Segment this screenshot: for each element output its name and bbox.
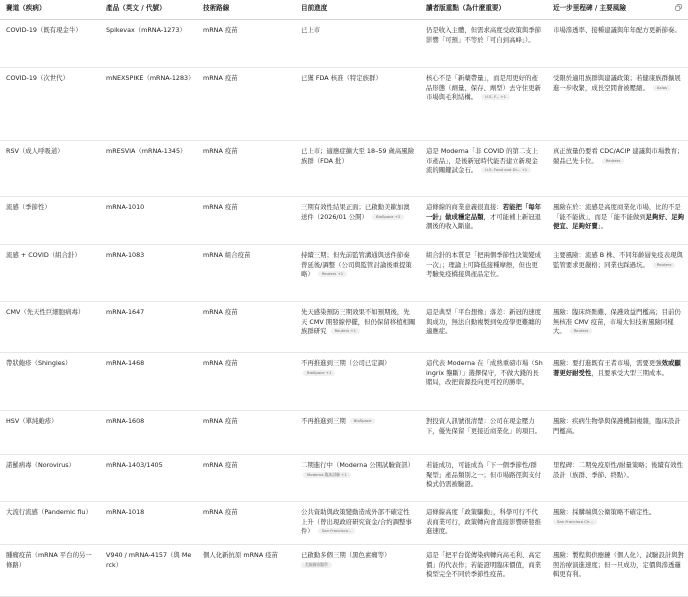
cell-product: V940 / mRNA-4157（與 Merck） [100,545,197,597]
source-chip[interactable]: Reuters [570,328,593,334]
cell-tech: mRNA 疫苗 [197,141,295,197]
source-chip[interactable]: Reuters [653,262,676,268]
table-row [0,545,688,597]
cell-product: mRNA-1083 [100,245,197,302]
cell-why: 這是典型「平台想像」落差：新冠的速度與成功，無法自動複製到免疫學更難纏的適應症。 [420,302,547,353]
table-row [0,197,688,245]
table-row [0,502,688,545]
cell-disease: COVID-19（既有現金牛） [0,20,100,68]
cell-disease: CMV（先天性巨細胞病毒） [0,302,100,353]
cell-progress: 已上市 [295,20,420,68]
source-chip[interactable]: Reuters [602,158,625,164]
cell-risk: 風險在於：流感是高度商業化市場，比的不是「能不能做」，而是「能不能做到足夠好、足夠便宜、足夠好賣」。 [547,197,688,245]
cell-risk: 里程碑：二期免疫原性/耐量策略；後續有效性設計（族群、季節、終點）。 [547,455,688,502]
source-chip[interactable]: 美國國家醫學 [301,562,332,568]
source-chip[interactable]: BioSpace [350,418,376,424]
table-row [0,411,688,455]
source-chip[interactable]: BioSpace +1 [303,370,335,376]
cell-product: mRNA-1010 [100,197,197,245]
cell-why: 對投資人訊號很清楚：公司在現金壓力下，優先保留「更接近商業化」的項目。 [420,411,547,455]
cell-why: 組合針的本質是「把兩個季節性決策變成一次」；理論上可降低接種摩擦，但也更考驗免疫橋接與產品定位。 [420,245,547,302]
cell-risk: 市場滲透率、接種建議與年年配方更新節奏。 [547,20,688,68]
header-technology: 技術路線 [197,0,295,20]
table-header-row [0,0,688,20]
cell-disease: RSV（成人呼吸道） [0,141,100,197]
cell-risk: 風險：製程與供應鏈（個人化）、試驗設計與對照治療演進速度；但一旦成功，定價與滲透邏輯更有利。 [547,545,688,597]
cell-disease: 腫瘤疫苗（mRNA 平台的另一條路） [0,545,100,597]
cell-disease: 流感 + COVID（組合針） [0,245,100,302]
cell-why: 這條線的商業意義很直接：若能把「每年一針」做成穩定品類，才可能補上新冠退潮後的收入斷崖。 [420,197,547,245]
cell-product: mRNA-1403/1405 [100,455,197,502]
table-row [0,455,688,502]
source-chip[interactable]: BioSpace +2 [372,214,404,220]
cell-tech: mRNA 組合疫苗 [197,245,295,302]
cell-tech: mRNA 疫苗 [197,411,295,455]
source-chip[interactable]: Reuters +1 [318,271,347,277]
cell-tech: mRNA 疫苗 [197,197,295,245]
cell-tech: mRNA 疫苗 [197,20,295,68]
cell-progress: 三期有效性結果正面；已啟動美歐加澳送件（2026/01 公開） BioSpace +2 [295,197,420,245]
cell-risk: 受限於適用族群與建議政策；若健康族群擴展進一步收緊，成長空間會被壓縮。 Axios [547,68,688,141]
cell-why: 這是「把平台從傳染病轉向高毛利、高定價」的代表作；若能證明臨床價值，商業模型完全不同於季節性疫苗。 [420,545,547,597]
table-row [0,141,688,197]
cell-risk: 風險：臨床終點難、保護效益門檻高；目前仍無核准 CMV 疫苗，市場大但技術風險同樣大。 Reuters [547,302,688,353]
cell-progress: 不再推進到三期（公司已定調） BioSpace +1 [295,353,420,411]
cell-tech: mRNA 疫苗 [197,502,295,545]
cell-disease: HSV（單純皰疹） [0,411,100,455]
cell-product: Spikevax（mRNA-1273） [100,20,197,68]
cell-why: 這代表 Moderna 在「成熟重磅市場（Shingrix 壟斷）」選擇保守，不做大錢的長賭局，改把資源投向更可控的勝率。 [420,353,547,411]
cell-product: mRESVIA（mRNA-1345） [100,141,197,197]
cell-product: mNEXSPIKE（mRNA-1283） [100,68,197,141]
cell-product: mRNA-1647 [100,302,197,353]
header-product: 產品（英文 / 代號） [100,0,197,20]
table-row [0,68,688,141]
cell-why: 核心不是「新藥帶量」，而是用更好的產品形態（劑量、保存、劑型）去守住更新市場與毛利結構。 U.S. F... +1 [420,68,547,141]
cell-risk: 主要風險：流感 B 株、不同年齡層免疫表現與監管要求更嚴格；同業也踩過坑。 Reuters [547,245,688,302]
cell-disease: COVID-19（次世代） [0,68,100,141]
cell-why: 這是 Moderna「非 COVID 的第二支上市產品」，是後新冠時代能否建立新現金流的關鍵試金石。 U.S. Food and Dr... +1 [420,141,547,197]
cell-why: 仍是收入主體，但需求高度受政策與季節影響「可預」不等於「可自到高峰」）。 [420,20,547,68]
cell-risk: 風險：要打進既有王者市場，需要更強效或顯著更好耐受性，且要承受大型三期成本。 [547,353,688,411]
table-row [0,245,688,302]
header-milestone-risk: 近一步里程碑 / 主要風險 [547,0,688,20]
cell-risk: 風險：採購端與公衛策略不確定性。 San Francisco Ch... [547,502,688,545]
emphasis-text: 效或顯著更好耐受性 [553,359,681,377]
cell-disease: 流感（季節性） [0,197,100,245]
header-disease: 賽道（疾病） [0,0,100,20]
cell-progress: 已啟動多個三期（黑色素瘤等） 美國國家醫學 [295,545,420,597]
cell-tech: mRNA 疫苗 [197,302,295,353]
cell-progress: 已獲 FDA 核准（特定族群） [295,68,420,141]
cell-progress: 先天感染預防三期效果不如預期後，先天 CMV 開發線停擺，但仍保留移植相關族群研究 Reuters +1 [295,302,420,353]
cell-tech: mRNA 疫苗 [197,68,295,141]
cell-why: 若能成功，可能成為「下一個季節性/群聚型」產品類別之一；但市場路徑與支付模式仍需被驗證。 [420,455,547,502]
cell-progress: 不再推進到三期 BioSpace [295,411,420,455]
cell-progress: 已上市；適應症擴大至 18–59 歲高風險族群（FDA 批） [295,141,420,197]
cell-product: mRNA-1468 [100,353,197,411]
cell-disease: 諾羅病毒（Norovirus） [0,455,100,502]
source-chip[interactable]: Axios [653,85,671,91]
source-chip[interactable]: U.S. Food and Dr... +1 [481,167,531,173]
cell-tech: mRNA 疫苗 [197,353,295,411]
cell-product: mRNA-1608 [100,411,197,455]
cell-tech: 個人化新抗原 mRNA 疫苗 [197,545,295,597]
cell-risk: 真正放量仍要看 CDC/ACIP 建議與市場教育；競品已先卡位。 Reuters [547,141,688,197]
cell-progress: 二期進行中（Moderna 公開試驗資訊） Moderna 臨床試驗 +1 [295,455,420,502]
table-row [0,302,688,353]
table-row [0,353,688,411]
source-chip[interactable]: San Francisco... [318,528,356,534]
cell-tech: mRNA 疫苗 [197,455,295,502]
header-why-important: 讀者版重點（為什麼重要） [420,0,547,20]
cell-risk: 風險：疾病生物學與保護機制複雜，臨床設計門檻高。 [547,411,688,455]
header-progress: 目前進度 [295,0,420,20]
cell-product: mRNA-1018 [100,502,197,545]
source-chip[interactable]: Moderna 臨床試驗 +1 [303,472,351,478]
cell-progress: 公共資助與政策變動造成外部不確定性上升（曾出現政府研究資金/合約調整事件） San Francisco... [295,502,420,545]
source-chip[interactable]: San Francisco Ch... [553,519,597,525]
source-chip[interactable]: Reuters +1 [331,328,360,334]
cell-why: 這條線高度「政策驅動」，科學可行不代表商業可行，政策轉向會直接影響研發推進速度。 [420,502,547,545]
cell-progress: 持續三期；但先前監管溝通與送件節奏曾延後/調整（公司與監管討論後重提策略） Reuters +1 [295,245,420,302]
source-chip[interactable]: U.S. F... +1 [481,94,510,100]
table-row [0,20,688,68]
cell-disease: 大流行流感（Pandemic flu） [0,502,100,545]
cell-disease: 帶狀皰疹（Shingles） [0,353,100,411]
emphasis-text: 若能把「每年一針」做成穩定品類 [426,203,542,221]
emphasis-text: 足夠好、足夠便宜、足夠好賣 [553,212,685,231]
